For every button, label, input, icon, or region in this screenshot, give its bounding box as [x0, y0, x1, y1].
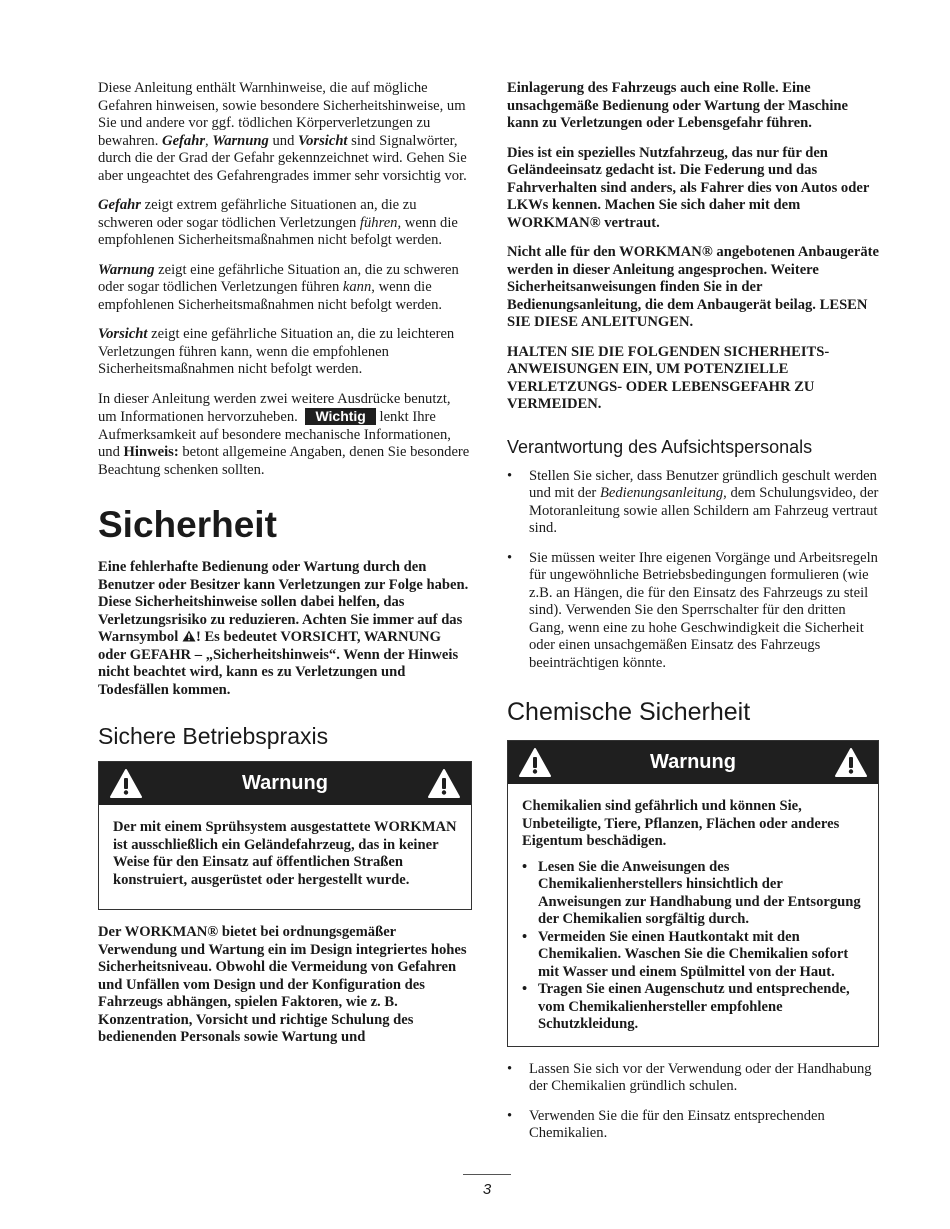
intro-paragraph-terms	[98, 391, 472, 480]
list-item: • Lassen Sie sich vor der Verwendung oder der Handhabung der Chemikalien gründlich schulen.	[507, 1061, 879, 1096]
anbaugeraete-paragraph: Nicht alle für den WORKMAN® angebotenen Anbaugeräte werden in dieser Anleitung angesprochen. Weitere Sicherheitsanweisungen finden Sie in der Bedienungsanleitung, die dem Anbaugerät beilag. LESEN SIE DIESE ANLEITUNGEN.	[507, 244, 879, 330]
warning-box-title: Warnung	[650, 750, 736, 773]
nutzfahrzeug-paragraph: Dies ist ein spezielles Nutzfahrzeug, das nur für den Geländeeinsatz gedacht ist. Die Federung und das Fahrverhalten sind anders, als Fahrer dies von Autos oder LKWs kennen. Machen Sie sich daher mit dem WORKMAN® vertraut.	[507, 144, 870, 231]
terms-text-b: lenkt Ihre Aufmerksamkeit auf besondere mechanische Informationen, und	[98, 409, 451, 460]
heading-sichere-betriebspraxis: Sichere Betriebspraxis	[98, 723, 329, 749]
sicherheit-paragraph	[98, 559, 472, 699]
warning-triangle-icon	[518, 747, 552, 778]
wichtig-badge: Wichtig	[305, 408, 375, 425]
heading-sicherheit: Sicherheit	[98, 504, 277, 545]
warning-triangle-icon	[427, 768, 461, 799]
warning-box-list	[522, 859, 864, 1034]
heading-chemische-sicherheit: Chemische Sicherheit	[507, 698, 751, 726]
intro-paragraph-warnung: Warnung zeigt eine gefährliche Situation an, die zu schweren oder sogar tödlichen Verletzungen führen kann, wenn die empfohlenen Sicherheitsmaßnahmen nicht befolgt werden.	[98, 261, 459, 313]
warning-box-text: Der mit einem Sprühsystem ausgestattete WORKMAN ist ausschließlich ein Geländefahrzeug, das in keiner Weise für den Einsatz auf öffentlichen Straßen konstruiert, ausgerüstet oder hergestellt wurde.	[113, 819, 457, 888]
sicherheit-text-a: Eine fehlerhafte Bedienung oder Wartung durch den Benutzer oder Besitzer kann Verletzungen zur Folge haben. Diese Sicherheitshinweise sollen dabei helfen, das Verletzungsrisiko zu reduzieren. Achten Sie immer auf das Warnsymbol	[98, 559, 469, 645]
left-column	[98, 80, 472, 1059]
chemikalien-list	[507, 1061, 879, 1143]
halten-paragraph: HALTEN SIE DIE FOLGENDEN SICHERHEITS-ANWEISUNGEN EIN, UM POTENZIELLE VERLETZUNGS- ODER LEBENSGEFAHR ZU VERMEIDEN.	[507, 343, 830, 412]
warning-triangle-icon	[834, 747, 868, 778]
page-number: 3	[482, 1181, 492, 1198]
intro-paragraph-vorsicht: Vorsicht zeigt eine gefährliche Situation an, die zu leichteren Verletzungen führen kann, wenn die empfohlenen Sicherheitsmaßnahmen nicht befolgt werden.	[98, 326, 455, 377]
heading-aufsichtspersonal: Verantwortung des Aufsichtspersonals	[507, 436, 813, 457]
list-item-italic: Bedienungsanleitung	[599, 485, 724, 501]
warning-box-gelaendefahrzeug	[98, 761, 472, 910]
list-item: • Lesen Sie die Anweisungen des Chemikalienherstellers hinsichtlich der Anweisungen zur Handhabung und der Entsorgung der Chemikalien sorgfältig durch.	[522, 859, 864, 929]
intro-paragraph-1: Diese Anleitung enthält Warnhinweise, die auf mögliche Gefahren hinweisen, sowie besondere Sicherheitshinweise, um Sie und andere vor ggf. tödlichen Körperverletzungen zu bewahren. Gefahr, Warnung und Vorsicht sind Signalwörter, durch die der Grad der Gefahr gekennzeichnet wird. Gehen Sie aber ungeachtet des Gefahrengrades immer sehr vorsichtig vor.	[98, 80, 467, 184]
list-item: • Verwenden Sie die für den Einsatz entsprechenden Chemikalien.	[507, 1108, 879, 1143]
warning-triangle-icon	[109, 768, 143, 799]
hinweis-label: Hinweis:	[123, 444, 179, 460]
warning-box-body	[508, 784, 878, 1046]
warning-box-body	[99, 805, 471, 909]
sicherheit-text-b: ! Es bedeutet VORSICHT, WARNUNG oder GEFAHR – „Sicherheitshinweis“. Wenn der Hinweis nicht beachtet wird, kann es zu Verletzungen und Todesfällen kommen.	[98, 629, 459, 698]
list-item-text-b: , dem Schulungsvideo, der Motoranleitung sowie allen Schildern am Fahrzeug vertraut sind.	[529, 485, 879, 536]
warning-box-chemikalien	[507, 740, 879, 1047]
continued-paragraph: Einlagerung des Fahrzeugs auch eine Rolle. Eine unsachgemäße Bedienung oder Wartung der Maschine kann zu Verletzungen oder Lebensgefahr führen.	[507, 80, 848, 131]
terms-text-a: In dieser Anleitung werden zwei weitere Ausdrücke benutzt, um Informationen hervorzuheben.	[98, 390, 451, 425]
warning-box-title: Warnung	[242, 771, 328, 794]
warning-triangle-icon	[182, 630, 196, 642]
list-item-text-a: Stellen Sie sicher, dass Benutzer gründlich geschult werden und mit der	[529, 467, 877, 501]
warning-box-intro: Chemikalien sind gefährlich und können Sie, Unbeteiligte, Tiere, Pflanzen, Flächen oder anderes Eigentum beschädigen.	[522, 798, 840, 849]
list-item: • Tragen Sie einen Augenschutz und entsprechende, vom Chemikalienhersteller empfohlene Schutzkleidung.	[522, 981, 864, 1034]
workman-paragraph: Der WORKMAN® bietet bei ordnungsgemäßer Verwendung und Wartung ein im Design integriertes hohes Sicherheitsniveau. Obwohl die Vermeidung von Gefahren und Unfällen vom Design und der Konfiguration des Fahrzeugs abhängen, spielen Faktoren, wie z. B. Konzentration, Vorsicht und richtige Schulung des bedienenden Personals sowie Wartung und	[98, 924, 467, 1045]
footer-rule	[463, 1174, 511, 1175]
right-column	[507, 80, 879, 1155]
aufsicht-list	[507, 468, 879, 673]
intro-paragraph-gefahr: Gefahr zeigt extrem gefährliche Situationen an, die zu schweren oder sogar tödlichen Verletzungen führen, wenn die empfohlenen Sicherheitsmaßnahmen nicht befolgt werden.	[98, 197, 458, 248]
list-item: • Vermeiden Sie einen Hautkontakt mit den Chemikalien. Waschen Sie die Chemikalien sofort mit Wasser und einem Spülmittel von der Haut.	[522, 929, 864, 982]
list-item	[507, 468, 879, 538]
list-item: • Sie müssen weiter Ihre eigenen Vorgänge und Arbeitsregeln für ungewöhnliche Betriebsbedingungen formulieren (wie z.B. an Hängen, die für den Einsatz des Fahrzeugs zu steil sind). Verwenden Sie den Sperrschalter für den dritten Gang, wenn eine zu hohe Geschwindigkeit die Sicherheit oder einen unsachgemäßen Einsatz des Fahrzeugs beeinträchtigen könnte.	[507, 550, 879, 673]
warning-box-header	[508, 741, 878, 784]
warning-box-header	[99, 762, 471, 805]
terms-text-c: betont allgemeine Angaben, denen Sie besondere Beachtung schenken sollten.	[98, 444, 470, 478]
